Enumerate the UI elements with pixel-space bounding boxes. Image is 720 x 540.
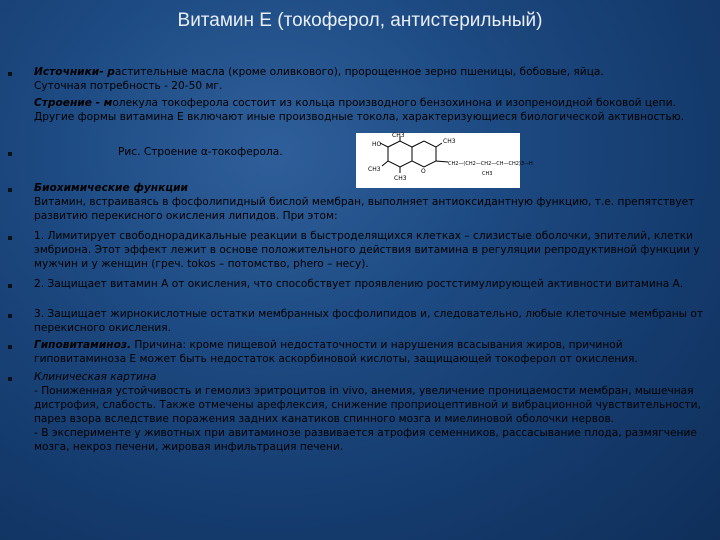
mol-ch3-right: CH3 [443,138,456,145]
function-item-1: 1. Лимитирует свободнорадикальные реакции в быстроделящихся клетках – слизистые оболочки, эпителий, клетки эмбриона. Этот эффект лежит в основе положительного действия витамина в регуляции репродуктивной функции у мужчин и у женщин (греч. tokos – потомство, phero – несу). [34,230,700,270]
clinical-paragraph [34,370,704,454]
function-item-2: 2. Защищает витамин А от окисления, что способствует проявлению ростстимулирующей активности витамина А. [34,278,684,290]
structure-paragraph [34,96,704,124]
bullet-marker [8,345,12,349]
clinical-text-1: - Пониженная устойчивость и гемолиз эритроцитов in vivo, анемия, увеличение проницаемости мембран, мышечная дистрофия, слабость. Также отмечены арефлексия, снижение проприоцептивной и вибрационной чувствительности, парез взора вследствие поражения задних канатиков спинного мозга и миелиновой оболочки нервов. [34,385,701,425]
mol-ho-label: HO [372,141,382,148]
tocopherol-structure-image [356,132,533,188]
function-item-3: 3. Защищает жирнокислотные остатки мембранных фосфолипидов и, следовательно, любые клеточные мембраны от перекисного окисления. [34,308,704,334]
benzene-ring [388,141,412,167]
hypovitaminosis-text: Причина: кроме пищевой недостаточности и нарушения всасывания жиров, причиной гиповитаминоза Е может быть недостаток аскорбиновой кислоты, защищающей токоферол от окисления. [34,339,638,365]
structure-label: Строение - м [34,97,113,109]
bullet-marker [8,72,12,76]
figure-caption: Рис. Строение α-токоферола. [118,146,283,158]
bullet-marker [8,152,12,156]
sources-label: Источники- р [34,66,115,78]
functions-paragraph [34,181,704,223]
mol-ch3-top: CH3 [392,132,405,139]
structure-text: олекула токоферола состоит из кольца производного бензохинона и изопреноидной боковой цепи. Другие формы витамина Е включают иные производные токола, характеризующиеся биологической активностью. [34,97,685,123]
sources-text: астительные масла (кроме оливкового), пророщенное зерно пшеницы, бобовые, яйца. [114,66,604,78]
bullet-marker [8,188,12,192]
molecule-diagram [356,132,533,188]
mol-oxygen: O [421,168,426,175]
hypovitaminosis-paragraph [34,338,704,366]
bullet-marker [8,377,12,381]
mol-side-chain: CH2—(CH2—CH2—CH—CH2)3—H [448,161,533,167]
daily-requirement: Суточная потребность - 20-50 мг. [34,80,223,92]
hypovitaminosis-label: Гиповитаминоз. [34,339,132,351]
functions-heading: Биохимические функции [34,182,188,194]
functions-intro: Витамин, встраиваясь в фосфолипидный бислой мембран, выполняет антиоксидантную функцию, т.е. препятствует развитию перекисного окисления липидов. При этом: [34,196,695,222]
clinical-text-2: - В эксперименте у животных при авитаминозе развивается атрофия семенников, рассасывание плода, размягчение мозга, некроз печени, жировая инфильтрация печени. [34,427,697,453]
mol-ch3-bottom: CH3 [394,175,407,182]
mol-ch3-left: CH3 [368,166,381,173]
bullet-marker [8,314,12,318]
bullet-marker [8,284,12,288]
clinical-heading: Клиническая картина [34,371,157,383]
chroman-ring [412,141,436,167]
bullet-marker [8,236,12,240]
mol-chain-methyl: CH3 [482,171,493,177]
slide-title: Витамин Е (токоферол, антистерильный) [177,10,543,31]
sources-paragraph [34,65,704,93]
